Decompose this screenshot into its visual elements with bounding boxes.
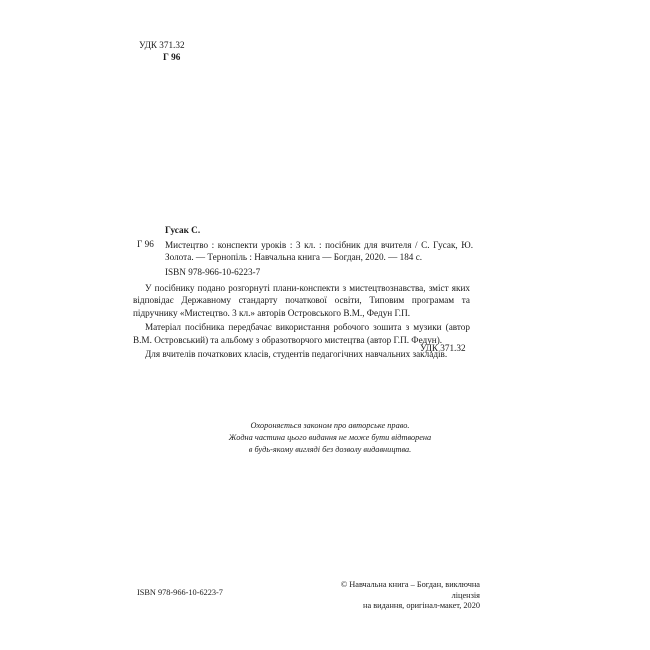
udk-block [139, 39, 185, 64]
copyright-line: Охороняється законом про авторське право. [250, 421, 410, 430]
annotation-paragraph: Матеріал посібника передбачає використання робочого зошита з музики (автор В.М. Островський) та альбому з образотворчого мистецтва (автор Г.П. Федун). [133, 322, 470, 345]
udk-code: УДК 371.32 [139, 40, 185, 50]
copyright-notice [190, 420, 470, 456]
bibliographic-entry: Мистецтво : конспекти уроків : 3 кл. : посібник для вчителя / С. Гусак, Ю. Золота. — Тернопіль : Навчальна книга — Богдан, 2020. — 184 с. [165, 240, 473, 263]
isbn-bottom: ISBN 978-966-10-6223-7 [137, 588, 223, 597]
annotation-paragraph: Для вчителів початкових класів, студентів педагогічних навчальних закладів. [145, 349, 448, 360]
author-sign-code-entry: Г 96 [137, 239, 154, 249]
author-name: Гусак С. [165, 225, 201, 235]
isbn-line: ISBN 978-966-10-6223-7 [165, 267, 261, 277]
copyright-line: Жодна частина цього видання не може бути відтворена [228, 433, 432, 442]
publisher-line: © Навчальна книга – Богдан, виключна ліцензія [340, 580, 480, 600]
copyright-line: в будь-якому вигляді без дозволу видавництва. [248, 445, 412, 454]
publisher-line: на видання, оригінал-макет, 2020 [363, 601, 480, 611]
udk-footer: УДК 371.32 [420, 343, 466, 353]
author-sign-code: Г 96 [163, 52, 181, 63]
annotation-paragraph: У посібнику подано розгорнуті плани-конспекти з мистецтвознавства, зміст яких відповідає Державному стандарту початкової освіти, Типовим програмам та підручнику «Мистецтво. 3 кл.» авторів Островського В.М., Федун Г.П. [133, 283, 470, 318]
publisher-note [340, 580, 480, 612]
